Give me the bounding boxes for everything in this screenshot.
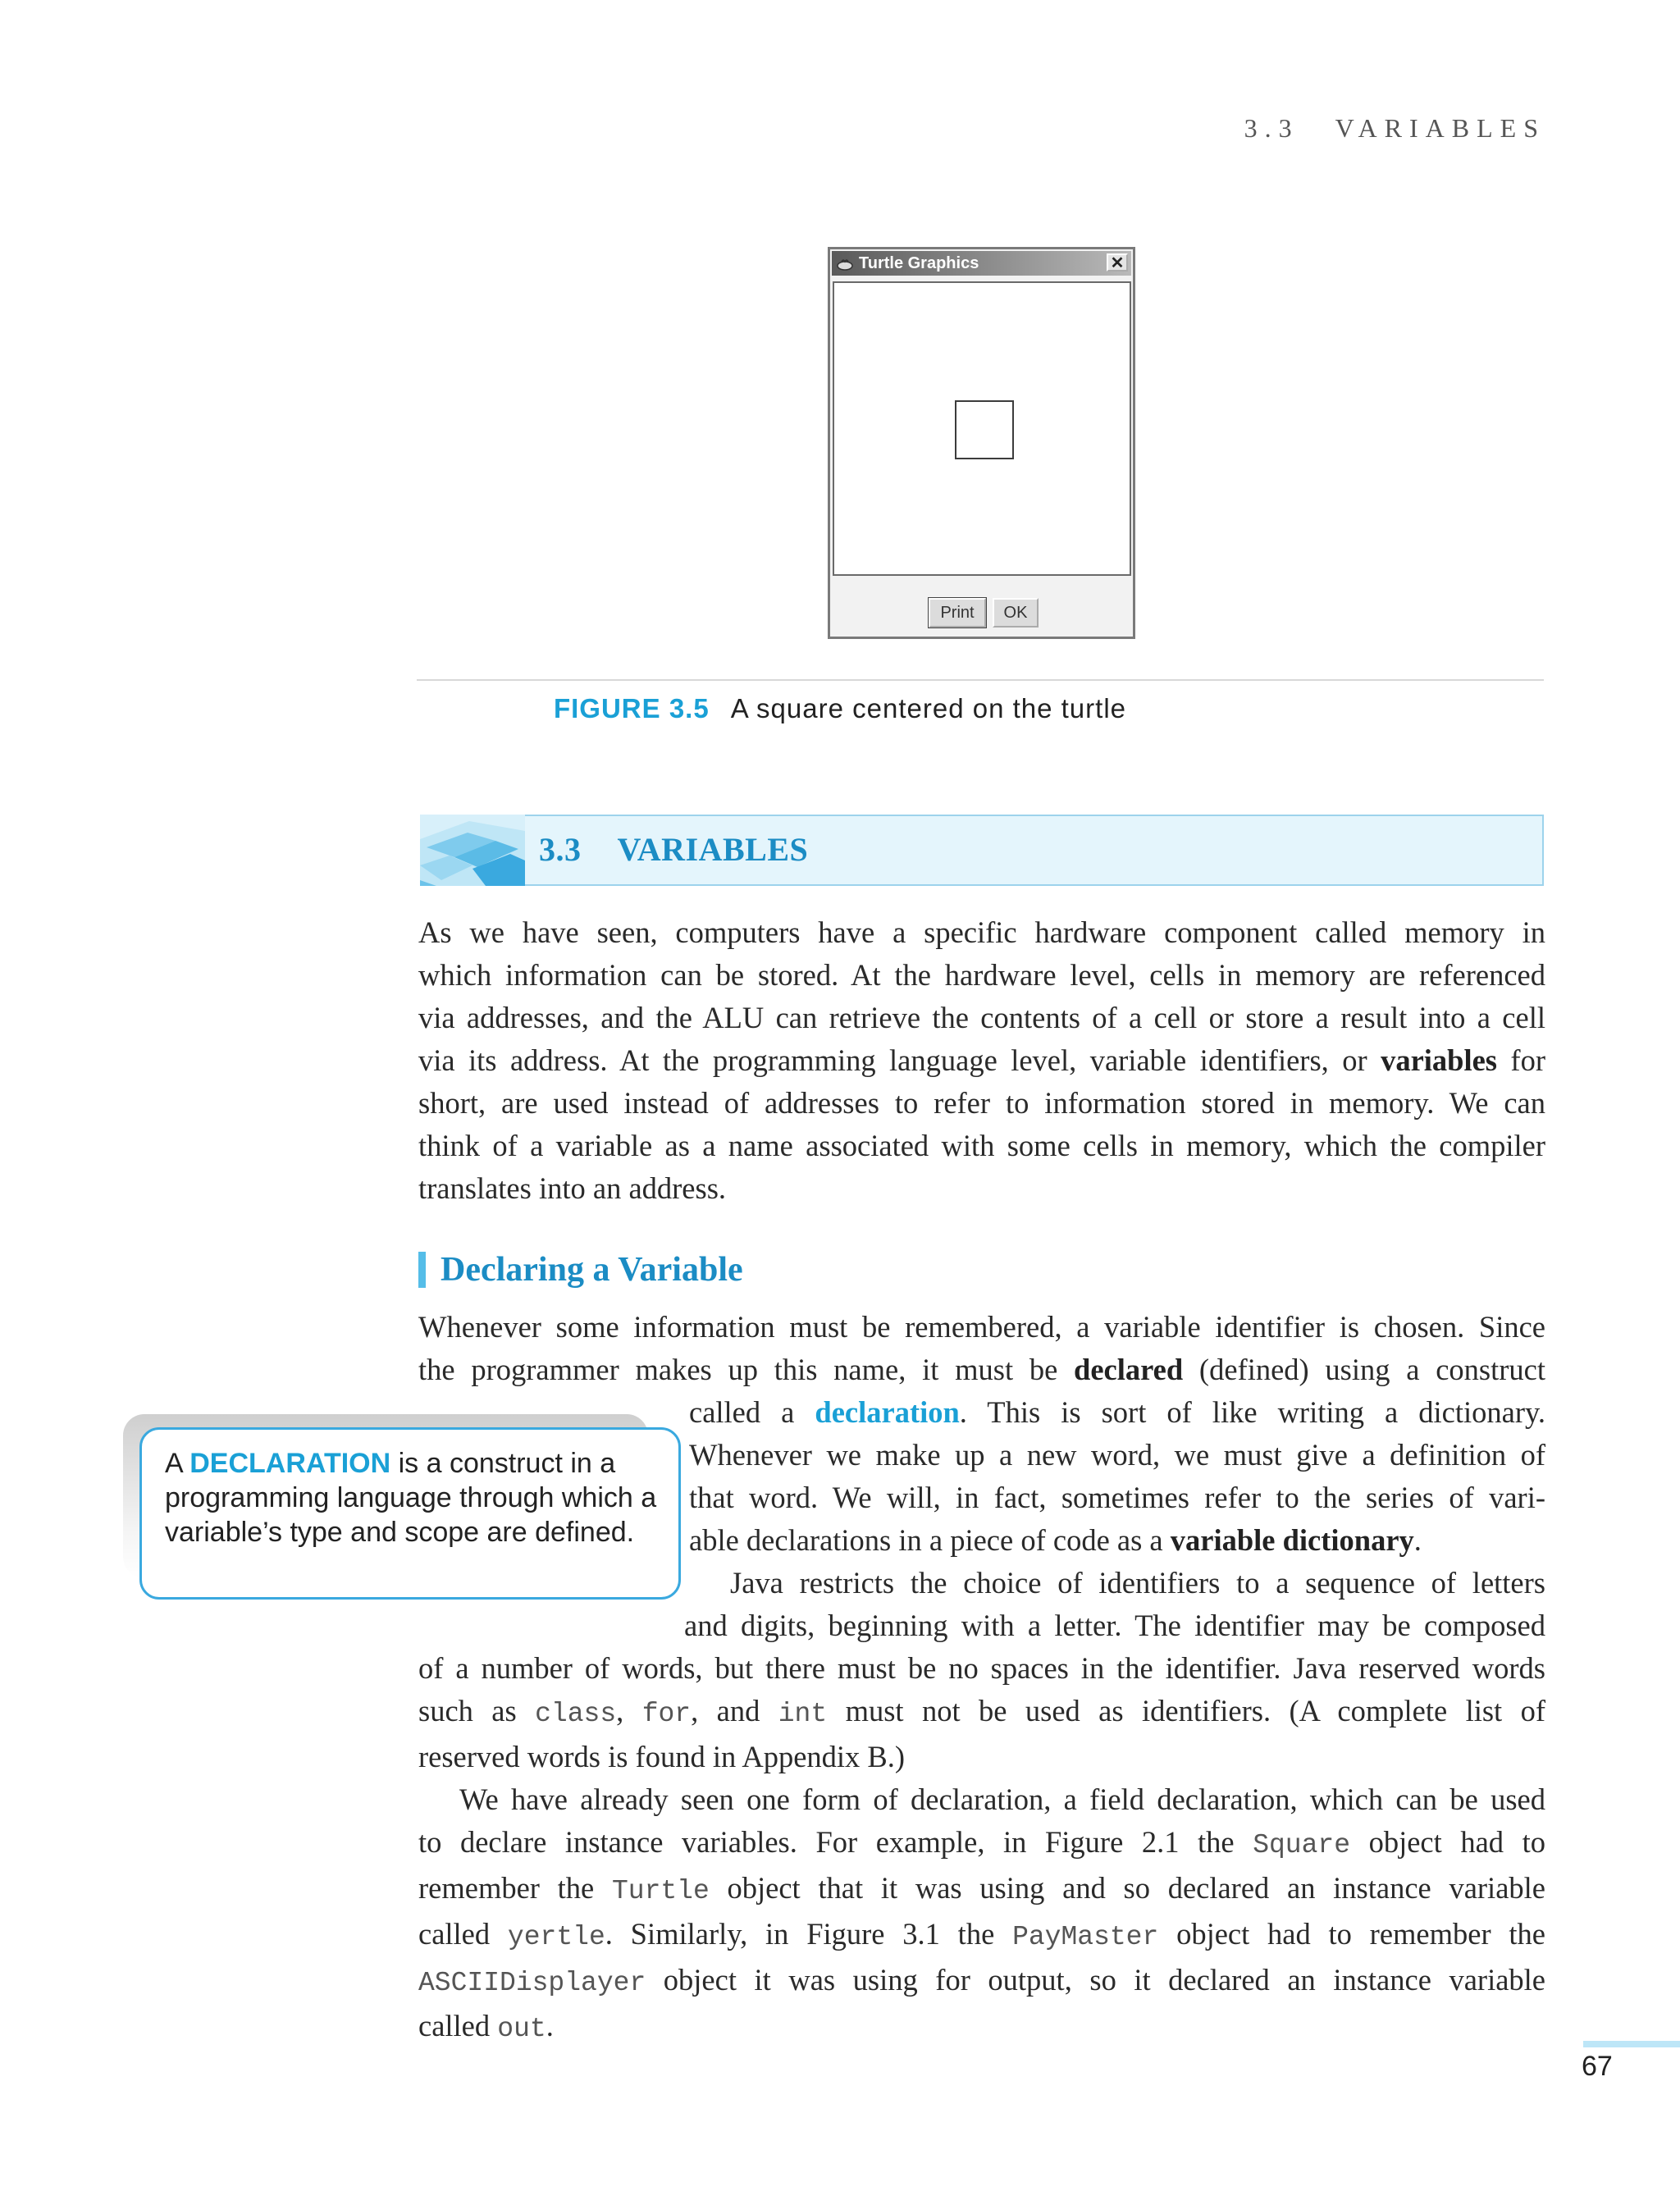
text-line: and digits, beginning with a letter. The identifier may be composed: [684, 1609, 1545, 1642]
code-square: Square: [1253, 1830, 1351, 1860]
text-line: Whenever some information must be remembered, a variable identifier is chosen. Since: [418, 1310, 1545, 1344]
ok-button[interactable]: OK: [993, 598, 1039, 628]
figure-caption-label: FIGURE 3.5: [553, 693, 710, 723]
subheading-bar: [418, 1252, 426, 1288]
text-line: [418, 1039, 1545, 1082]
text-run: such as: [418, 1694, 536, 1727]
margin-note-keyword: DECLARATION: [189, 1448, 391, 1479]
text-line: [418, 2005, 1545, 2051]
text-line: Whenever we make up a new word, we must give a definition of: [689, 1438, 1545, 1472]
text-run: object it was using for output, so it declared an instance variable: [646, 1963, 1545, 1997]
text-run: for: [1497, 1043, 1545, 1077]
text-line: As we have seen, computers have a specific hardware component called memory in: [418, 915, 1545, 949]
figure-divider: [417, 679, 1544, 681]
text-run: able declarations in a piece of code as a: [689, 1523, 1171, 1557]
keyboard-keys-image: [420, 815, 525, 886]
page-number: 67: [1582, 2051, 1613, 2082]
text-run: via its address. At the programming language level, variable identifiers, or: [418, 1043, 1381, 1077]
drawn-square: [955, 400, 1014, 459]
text-run: to declare instance variables. For example, in Figure 2.1 the: [418, 1825, 1253, 1859]
text-run: ,: [616, 1694, 642, 1727]
text-run: object had to remember the: [1158, 1917, 1545, 1951]
text-line: reserved words is found in Appendix B.): [418, 1740, 906, 1773]
text-run: object that it was using and so declared an instance variable: [709, 1871, 1545, 1905]
figure-caption: [0, 693, 1680, 724]
text-run: the programmer makes up this name, it must be: [418, 1353, 1075, 1386]
window-titlebar: [832, 251, 1131, 276]
text-line: which information can be stored. At the hardware level, cells in memory are referenced: [418, 958, 1545, 992]
text-line: short, are used instead of addresses to refer to information stored in memory. We can: [418, 1086, 1545, 1120]
running-head: [1244, 113, 1545, 144]
text-run: object had to: [1350, 1825, 1545, 1859]
figure-caption-text: A square centered on the turtle: [730, 693, 1127, 723]
code-turtle: Turtle: [611, 1876, 710, 1906]
subheading: [418, 1250, 743, 1289]
text-line: [418, 1349, 1545, 1391]
margin-note-text: is a construct in a programming language through which a variable’s type and scope are defined.: [165, 1448, 657, 1548]
text-line: We have already seen one form of declaration, a field declaration, which can be used: [459, 1782, 1545, 1816]
code-paymaster: PayMaster: [1012, 1922, 1159, 1952]
section-title-text: VARIABLES: [617, 831, 809, 868]
print-button[interactable]: Print: [929, 598, 986, 628]
text-line: Java restricts the choice of identifiers to a sequence of letters: [730, 1566, 1545, 1600]
text-line: via addresses, and the ALU can retrieve the contents of a cell or store a result into a cell: [418, 1001, 1545, 1034]
text-run: must not be used as identifiers. (A complete list of: [827, 1694, 1546, 1727]
text-run: .: [546, 2009, 554, 2042]
code-int: int: [778, 1699, 828, 1729]
margin-note-pre: A: [165, 1448, 190, 1479]
close-icon[interactable]: ✕: [1107, 253, 1128, 272]
code-out: out: [497, 2014, 546, 2044]
java-app-icon: [836, 255, 854, 272]
text-line: of a number of words, but there must be no spaces in the identifier. Java reserved words: [418, 1651, 1545, 1685]
page-number-rule: [1583, 2041, 1680, 2047]
text-line: [418, 1959, 1545, 2005]
text-line: [418, 1867, 1545, 1913]
code-yertle: yertle: [507, 1922, 605, 1952]
term-variables: variables: [1381, 1043, 1497, 1077]
term-declaration: declaration: [815, 1395, 960, 1429]
text-run: called a: [689, 1395, 815, 1429]
drawing-canvas: [833, 281, 1131, 576]
section-number: 3.3: [539, 831, 582, 868]
text-run: called: [418, 1917, 508, 1951]
code-asciidisplayer: ASCIIDisplayer: [418, 1968, 646, 1998]
text-line: translates into an address.: [418, 1171, 727, 1205]
text-run: called: [418, 2009, 498, 2042]
text-line: [418, 1913, 1545, 1959]
text-line: that word. We will, in fact, sometimes refer to the series of vari-: [689, 1481, 1545, 1514]
text-line: [418, 1821, 1545, 1867]
text-run: . Similarly, in Figure 3.1 the: [605, 1917, 1013, 1951]
code-class: class: [535, 1699, 617, 1729]
subheading-text: Declaring a Variable: [441, 1251, 743, 1289]
text-run: .: [1413, 1523, 1422, 1557]
turtle-graphics-window: [828, 247, 1135, 639]
term-variable-dictionary: variable dictionary: [1170, 1523, 1414, 1557]
code-for: for: [641, 1699, 692, 1729]
section-title: [539, 830, 808, 869]
text-run: remember the: [418, 1871, 612, 1905]
window-title: Turtle Graphics: [859, 253, 979, 272]
margin-note: [139, 1427, 681, 1600]
text-line: think of a variable as a name associated with some cells in memory, which the compiler: [418, 1129, 1545, 1162]
paragraph-intro: [418, 911, 1545, 1210]
text-run: . This is sort of like writing a dictionary.: [959, 1395, 1545, 1429]
text-line: [418, 1690, 1545, 1736]
running-head-number: 3.3: [1244, 113, 1299, 143]
running-head-title: VARIABLES: [1335, 113, 1545, 143]
text-run: (defined) using a construct: [1183, 1353, 1546, 1386]
term-declared: declared: [1074, 1353, 1184, 1386]
text-run: , and: [691, 1694, 778, 1727]
